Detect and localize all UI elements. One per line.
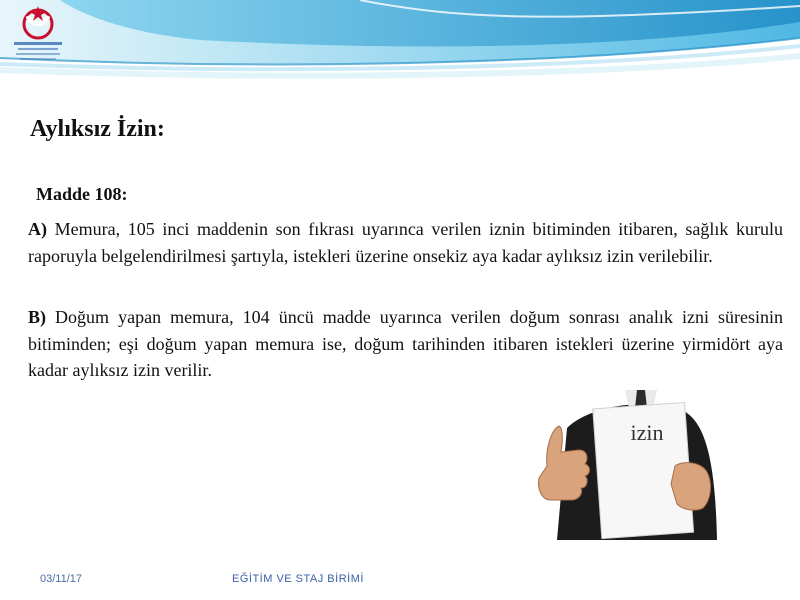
paragraph-b-label: B) <box>28 307 46 327</box>
paragraph-a-text: Memura, 105 inci maddenin son fıkrası uyarınca verilen iznin bitiminden itibaren, sağlık kurulu raporuyla belgelendirilmesi şartıyla, istekleri üzerine onsekiz aya kadar aylıksız izin verilebilir. <box>28 219 783 266</box>
businessman-thumbs-up-illustration <box>507 388 717 540</box>
slide-title: Aylıksız İzin: <box>30 116 165 142</box>
article-number: Madde 108: <box>36 184 128 204</box>
paragraph-b <box>28 304 783 384</box>
ministry-logo-icon <box>6 4 70 66</box>
footer-date: 03/11/17 <box>40 573 83 585</box>
paper-label: izin <box>630 420 664 445</box>
paragraph-b-text: Doğum yapan memura, 104 üncü madde uyarınca verilen doğum sonrası analık izni süresinin bitiminden; eşi doğum yapan memura ise, doğum tarihinden itibaren istekleri üzerine yirmidört aya kadar aylıksız izin verilir. <box>28 307 783 380</box>
header-wave-banner <box>0 0 800 100</box>
footer-unit-name: EĞİTİM VE STAJ BİRİMİ <box>232 573 364 585</box>
paragraph-a-label: A) <box>28 219 47 239</box>
paragraph-a <box>28 216 783 269</box>
